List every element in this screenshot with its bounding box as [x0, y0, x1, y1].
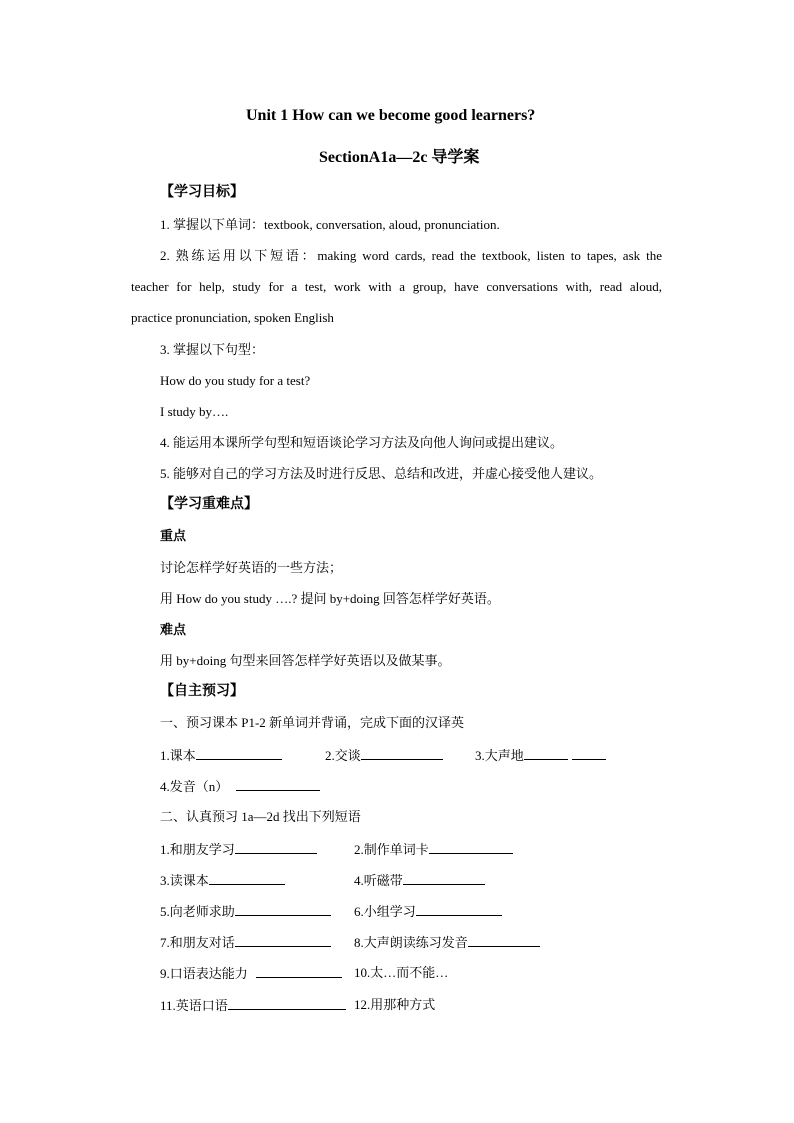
phrase-item-3 [160, 871, 285, 890]
objective-item-1: 1. 掌握以下单词：textbook, conversation, aloud, pronunciation. [160, 217, 500, 232]
focus-label: 重点 [160, 528, 187, 543]
vocab-item-1 [160, 746, 282, 765]
phrase-label: 4.听磁带 [354, 873, 403, 888]
phrase-label: 10.太…而不能… [354, 965, 449, 980]
phrase-label: 7.和朋友对话 [160, 935, 235, 950]
answer-blank[interactable] [235, 840, 317, 854]
example-sentence-2: I study by…. [160, 404, 229, 419]
vocab-item-2 [325, 746, 443, 765]
difficulty-point-1: 用 by+doing 句型来回答怎样学好英语以及做某事。 [160, 653, 451, 668]
phrase-label: 3.读课本 [160, 873, 209, 888]
phrase-label: 6.小组学习 [354, 904, 416, 919]
focus-point-1: 讨论怎样学好英语的一些方法； [160, 560, 343, 575]
answer-blank[interactable] [196, 746, 282, 760]
preview-part-2-title: 二、认真预习 1a—2d 找出下列短语 [160, 809, 361, 824]
example-sentence-1: How do you study for a test? [160, 373, 311, 388]
phrase-item-10 [354, 964, 448, 982]
vocab-label: 2.交谈 [325, 748, 361, 763]
vocab-label: 4.发音（n） [160, 779, 229, 794]
vocab-label: 3.大声地 [475, 748, 524, 763]
vocab-item-3 [475, 746, 606, 765]
preview-heading: 【自主预习】 [160, 684, 244, 699]
phrase-label: 8.大声朗读练习发音 [354, 935, 468, 950]
difficulty-label: 难点 [160, 622, 187, 637]
objective-item-2-line-3: practice pronunciation, spoken English [131, 310, 334, 325]
objective-item-5: 5. 能够对自己的学习方法及时进行反思、总结和改进，并虚心接受他人建议。 [160, 466, 603, 481]
focus-point-2: 用 How do you study ….? 提问 by+doing 回答怎样学好英语。 [160, 591, 500, 606]
phrase-item-4 [354, 871, 485, 890]
objective-item-2-line-2: teacher for help, study for a test, work with a group, have conversations with, read aloud, [131, 279, 662, 294]
page-subtitle: SectionA1a—2c 导学案 [319, 149, 480, 166]
phrase-item-2 [354, 840, 513, 859]
preview-part-1-title: 一、预习课本 P1-2 新单词并背诵，完成下面的汉译英 [160, 715, 465, 730]
phrase-item-11 [160, 996, 346, 1015]
answer-blank[interactable] [209, 871, 285, 885]
objective-item-2-line-1: 2. 熟练运用以下短语：making word cards, read the textbook, listen to tapes, ask the [160, 248, 662, 263]
phrase-label: 12.用那种方式 [354, 997, 436, 1012]
phrase-item-7 [160, 933, 331, 952]
answer-blank[interactable] [228, 996, 346, 1010]
objective-item-3: 3. 掌握以下句型： [160, 342, 265, 357]
phrase-item-5 [160, 902, 331, 921]
vocab-item-4 [160, 777, 320, 796]
answer-blank[interactable] [235, 902, 331, 916]
phrase-label: 1.和朋友学习 [160, 842, 235, 857]
answer-blank[interactable] [235, 933, 331, 947]
page-title: Unit 1 How can we become good learners? [246, 107, 536, 124]
vocab-label: 1.课本 [160, 748, 196, 763]
answer-blank[interactable] [429, 840, 513, 854]
answer-blank[interactable] [468, 933, 540, 947]
phrase-item-1 [160, 840, 317, 859]
phrase-label: 9.口语表达能力 [160, 966, 248, 981]
objectives-heading: 【学习目标】 [160, 185, 244, 200]
answer-blank[interactable] [572, 746, 606, 760]
answer-blank[interactable] [416, 902, 502, 916]
phrase-label: 11.英语口语 [160, 998, 228, 1013]
answer-blank[interactable] [361, 746, 443, 760]
phrase-item-8 [354, 933, 540, 952]
answer-blank[interactable] [524, 746, 568, 760]
phrase-item-9 [160, 964, 342, 983]
answer-blank[interactable] [256, 964, 342, 978]
phrase-label: 2.制作单词卡 [354, 842, 429, 857]
phrase-item-6 [354, 902, 502, 921]
phrase-label: 5.向老师求助 [160, 904, 235, 919]
phrase-item-12 [354, 996, 435, 1014]
objective-item-4: 4. 能运用本课所学句型和短语谈论学习方法及向他人询问或提出建议。 [160, 435, 564, 450]
answer-blank[interactable] [403, 871, 485, 885]
key-points-heading: 【学习重难点】 [160, 497, 258, 512]
answer-blank[interactable] [236, 777, 320, 791]
